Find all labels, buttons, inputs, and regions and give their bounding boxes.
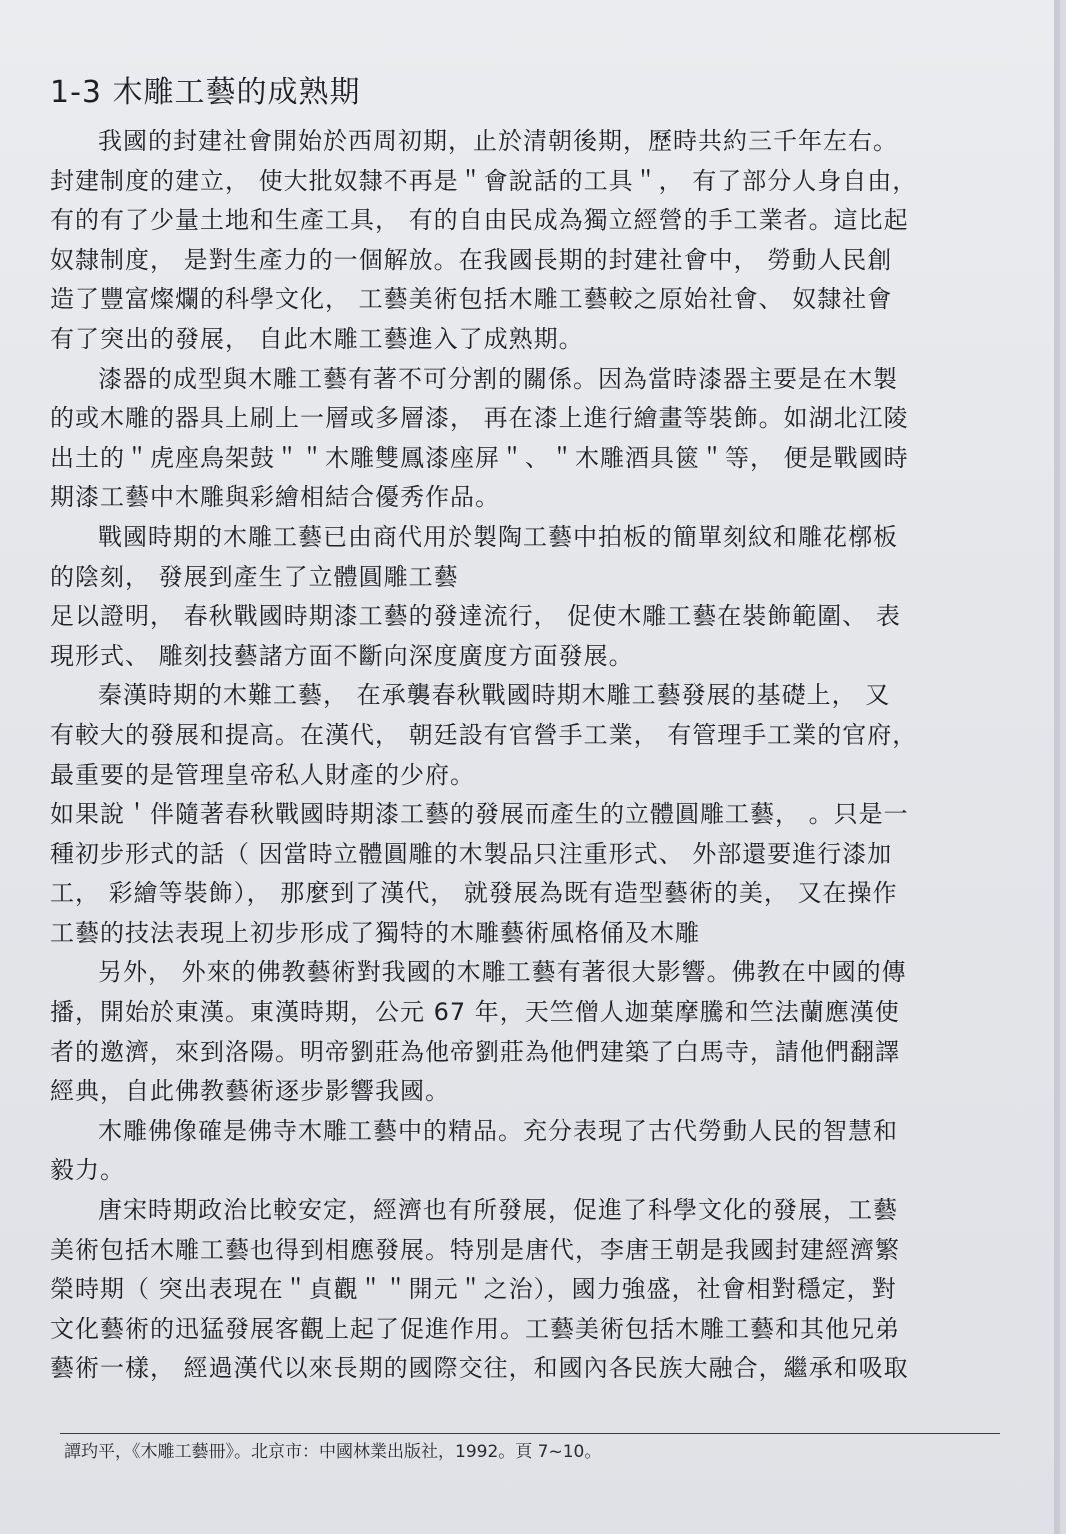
text-line: 工， 彩繪等裝飾）， 那麼到了漢代， 就發展為既有造型藝術的美， 又在操作: [50, 879, 898, 908]
text-line: 如果說＇伴隨著春秋戰國時期漆工藝的發展而產生的立體圓雕工藝， 。只是一: [50, 800, 909, 829]
text-line: 經典，自此佛教藝術逐步影響我國。: [50, 1077, 450, 1106]
text-line: 播，開始於東漢。東漢時期，公元 67 年，天竺僧人迦葉摩騰和竺法蘭應漢使: [50, 998, 900, 1027]
text-line: 有較大的發展和提高。在漢代， 朝廷設有官營手工業， 有管理手工業的官府，: [50, 720, 918, 749]
text-line: 漆器的成型與木雕工藝有著不可分割的關係。因為當時漆器主要是在木製: [98, 364, 898, 393]
text-line: 造了豐富燦爛的科學文化， 工藝美術包括木雕工藝較之原始社會、 奴隸社會: [50, 285, 893, 314]
body-text: [50, 122, 1010, 1389]
text-line: 的陰刻， 發展到產生了立體圓雕工藝: [50, 562, 459, 591]
text-line: 木雕佛像確是佛寺木雕工藝中的精品。充分表現了古代勞動人民的智慧和: [98, 1116, 898, 1145]
text-line: 毅力。: [50, 1156, 125, 1185]
section-heading: 1-3 木雕工藝的成熟期: [50, 75, 361, 110]
text-line: 者的邀濟，來到洛陽。明帝劉莊為他帝劉莊為他們建築了白馬寺，請他們翻譯: [50, 1037, 900, 1066]
text-line: 的或木雕的器具上刷上一層或多層漆， 再在漆上進行繪畫等裝飾。如湖北江陵: [50, 404, 909, 433]
text-line: 秦漢時期的木難工藝， 在承襲春秋戰國時期木雕工藝發展的基礎上， 又: [98, 681, 891, 710]
text-line: 另外， 外來的佛教藝術對我國的木雕工藝有著很大影響。佛教在中國的傳: [98, 958, 907, 987]
text-line: 有了突出的發展， 自此木雕工藝進入了成熟期。: [50, 324, 584, 353]
text-line: 種初步形式的話（ 因當時立體圓雕的木製品只注重形式、 外部還要進行漆加: [50, 839, 893, 868]
text-line: 奴隸制度， 是對生產力的一個解放。在我國長期的封建社會中， 勞動人民創: [50, 245, 893, 274]
footnote-divider: [60, 1433, 1000, 1434]
text-line: 封建制度的建立， 使大批奴隸不再是＂會說話的工具＂， 有了部分人身自由，: [50, 166, 918, 195]
text-line: 榮時期（ 突出表現在＂貞觀＂＂開元＂之治），國力強盛，社會相對穩定，對: [50, 1275, 897, 1304]
text-line: 唐宋時期政治比較安定，經濟也有所發展，促進了科學文化的發展，工藝: [98, 1196, 898, 1225]
text-line: 現形式、 雕刻技藝諸方面不斷向深度廣度方面發展。: [50, 641, 634, 670]
text-line: 戰國時期的木雕工藝已由商代用於製陶工藝中拍板的簡單刻紋和雕花槨板: [98, 522, 898, 551]
text-line: 文化藝術的迅猛發展客觀上起了促進作用。工藝美術包括木雕工藝和其他兄弟: [50, 1314, 900, 1343]
text-line: 期漆工藝中木雕與彩繪相結合優秀作品。: [50, 483, 500, 512]
text-line: 我國的封建社會開始於西周初期，止於清朝後期，歷時共約三千年左右。: [98, 127, 898, 155]
text-line: 藝術一樣， 經過漢代以來長期的國際交往，和國內各民族大融合，繼承和吸取: [50, 1354, 909, 1383]
text-line: 足以證明， 春秋戰國時期漆工藝的發達流行， 促使木雕工藝在裝飾範圍、 表: [50, 602, 901, 631]
text-line: 美術包括木雕工藝也得到相應發展。特別是唐代，李唐王朝是我國封建經濟繁: [50, 1235, 900, 1264]
text-line: 出土的＂虎座鳥架鼓＂＂木雕雙鳳漆座屏＂、＂木雕酒具篋＂等， 便是戰國時: [50, 443, 909, 472]
page-edge: [1054, 0, 1060, 1534]
footnote: 譚玓平，《木雕工藝冊》。北京市：中國林業出版社，1992。頁 7~10。: [64, 1442, 602, 1462]
text-line: 有的有了少量土地和生產工具， 有的自由民成為獨立經營的手工業者。這比起: [50, 206, 909, 235]
document-body: [50, 70, 1010, 1389]
text-line: 工藝的技法表現上初步形成了獨特的木雕藝術風格俑及木雕: [50, 918, 700, 947]
text-line: 最重要的是管理皇帝私人財產的少府。: [50, 760, 475, 789]
